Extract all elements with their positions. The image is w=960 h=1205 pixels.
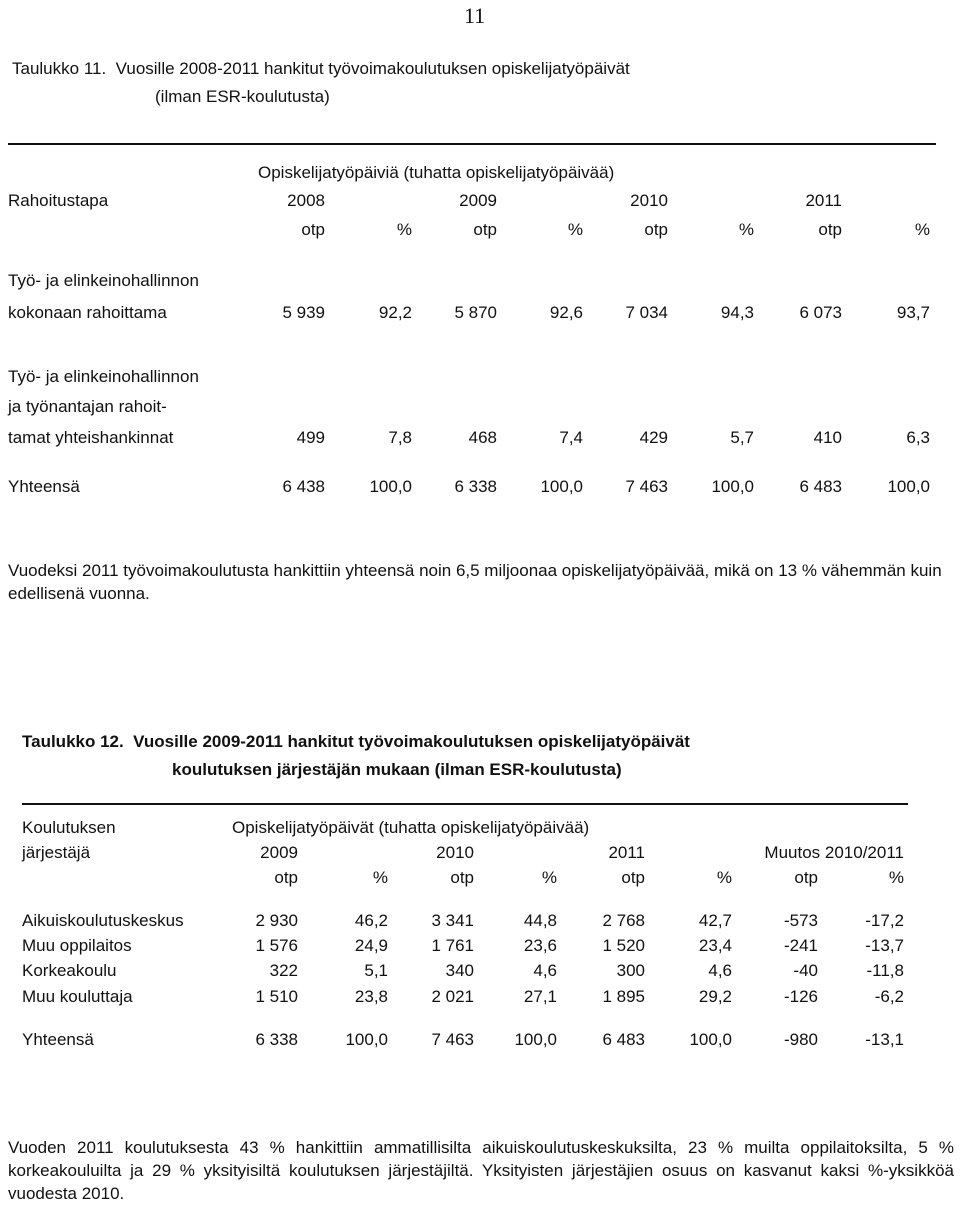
table12-cell: 1 895 <box>602 987 645 1006</box>
table11-cell: 410 <box>813 428 842 447</box>
table12-cell: 42,7 <box>698 911 732 930</box>
table12-cell: 100,0 <box>689 1030 732 1049</box>
table12-cell: 1 576 <box>255 936 298 955</box>
table11-title-line2: (ilman ESR-koulutusta) <box>155 87 330 106</box>
table12-row-label: Yhteensä <box>22 1030 94 1049</box>
table11-cell: 5 939 <box>282 303 325 322</box>
table12-cell: -573 <box>783 911 818 930</box>
table12-subheader: otp <box>794 868 818 887</box>
table12-cell: 7 463 <box>431 1030 474 1049</box>
table12-cell: 29,2 <box>698 987 732 1006</box>
table11-cell: 5 870 <box>454 303 497 322</box>
table12-subheader: % <box>372 868 388 887</box>
table11-cell: 100,0 <box>540 477 583 496</box>
table11-title <box>12 58 630 79</box>
table12-cell: 340 <box>445 961 474 980</box>
table12-cell: -241 <box>783 936 818 955</box>
table12-title-line1: Vuosille 2009-2011 hankitut työvoimakoulutuksen opiskelijatyöpäivät <box>133 732 690 751</box>
table11-cell: 468 <box>468 428 497 447</box>
table12-row-label: Aikuiskoulutuskeskus <box>22 911 184 930</box>
table11-cell: 93,7 <box>896 303 930 322</box>
table12-unit-header: Opiskelijatyöpäivät (tuhatta opiskelijatyöpäivää) <box>232 818 590 837</box>
table12-subheader: otp <box>274 868 298 887</box>
table12-cell: -17,2 <box>865 911 904 930</box>
table12-subheader: % <box>888 868 904 887</box>
table12-cell: 23,8 <box>354 987 388 1006</box>
table11-cell: 7 034 <box>625 303 668 322</box>
table12-cell: -126 <box>783 987 818 1006</box>
table12-cell: 44,8 <box>523 911 557 930</box>
table12-subheader: % <box>541 868 557 887</box>
table12-cell: 1 520 <box>602 936 645 955</box>
table12-cell: -13,7 <box>865 936 904 955</box>
table11-subheader: % <box>738 220 754 239</box>
table12-cell: 2 930 <box>255 911 298 930</box>
table11-year-2010: 2010 <box>630 191 668 210</box>
table12-cell: 23,6 <box>523 936 557 955</box>
table12-cell: -40 <box>793 961 818 980</box>
table11-cell: 100,0 <box>711 477 754 496</box>
table12-cell: 1 510 <box>255 987 298 1006</box>
table12-note: Vuoden 2011 koulutuksesta 43 % hankittiin ammatillisilta aikuiskoulutuskeskuksilta, 23 % muilta oppilaitoksilta, 5 % korkeakouluilta ja 29 % yksityisiltä koulutuksen järjestäjiltä. Yksityisten järjestäjien osuus on kasvanut kaksi %-yksikköä vuodesta 2010. <box>8 1138 954 1203</box>
table11-cell: 94,3 <box>720 303 754 322</box>
table12-cell: -13,1 <box>865 1030 904 1049</box>
table12-subheader: otp <box>450 868 474 887</box>
table11-subheader: otp <box>473 220 497 239</box>
table12-cell: 6 483 <box>602 1030 645 1049</box>
table12-cell: 6 338 <box>255 1030 298 1049</box>
table12-cell: -980 <box>783 1030 818 1049</box>
table12-top-rule <box>22 803 908 805</box>
table11-row-label: Työ- ja elinkeinohallinnon <box>8 367 199 386</box>
table11-subheader: % <box>567 220 583 239</box>
table11-cell: 6 483 <box>799 477 842 496</box>
table12-subheader: % <box>716 868 732 887</box>
table12-cell: 5,1 <box>364 961 388 980</box>
table11-cell: 6 438 <box>282 477 325 496</box>
table11-subheader: otp <box>818 220 842 239</box>
table11-row-header: Rahoitustapa <box>8 191 109 210</box>
table12-subheader: otp <box>621 868 645 887</box>
table11-row-label: kokonaan rahoittama <box>8 303 167 322</box>
table12-cell: 3 341 <box>431 911 474 930</box>
table12-cell: -6,2 <box>874 987 904 1006</box>
table11-unit-header: Opiskelijatyöpäiviä (tuhatta opiskelijatyöpäivää) <box>258 163 615 182</box>
table12-cell: -11,8 <box>866 961 904 980</box>
table11-note: Vuodeksi 2011 työvoimakoulutusta hankittiin yhteensä noin 6,5 miljoonaa opiskelijatyöpäivää, mikä on 13 % vähemmän kuin edellisenä vuonna. <box>8 561 942 603</box>
table11-subheader: otp <box>644 220 668 239</box>
table11-cell: 429 <box>639 428 668 447</box>
table11-cell: 92,6 <box>549 303 583 322</box>
table11-subheader: % <box>914 220 930 239</box>
table12-cell: 1 761 <box>431 936 474 955</box>
table12-title-line2: koulutuksen järjestäjän mukaan (ilman ESR-koulutusta) <box>172 760 622 779</box>
table12-cell: 2 021 <box>431 987 474 1006</box>
table11-cell: 100,0 <box>887 477 930 496</box>
table12-cell: 4,6 <box>708 961 732 980</box>
table11-row-label: ja työnantajan rahoit- <box>8 397 167 416</box>
table11-year-2011: 2011 <box>805 191 842 210</box>
table12-row-label: Korkeakoulu <box>22 961 117 980</box>
table11-title-line1: Vuosille 2008-2011 hankitut työvoimakoulutuksen opiskelijatyöpäivät <box>115 59 630 78</box>
table12-cell: 322 <box>269 961 298 980</box>
table11-row-label: tamat yhteishankinnat <box>8 428 174 447</box>
table12-row-label: Muu oppilaitos <box>22 936 132 955</box>
table12-cell: 27,1 <box>523 987 557 1006</box>
table11-year-2008: 2008 <box>287 191 325 210</box>
table12-cell: 100,0 <box>345 1030 388 1049</box>
table12-title <box>22 731 690 752</box>
table12-cell: 24,9 <box>354 936 388 955</box>
table12-year-2009: 2009 <box>260 843 298 862</box>
table11-subheader: otp <box>301 220 325 239</box>
table11-cell: 6 073 <box>799 303 842 322</box>
table12-cell: 300 <box>616 961 645 980</box>
table11-subheader: % <box>396 220 412 239</box>
table12-row-label: Muu kouluttaja <box>22 987 133 1006</box>
table12-cell: 2 768 <box>602 911 645 930</box>
table11-cell: 7,8 <box>388 428 412 447</box>
table12-cell: 23,4 <box>698 936 732 955</box>
table11-cell: 499 <box>296 428 325 447</box>
table11-cell: 100,0 <box>369 477 412 496</box>
table11-cell: 92,2 <box>378 303 412 322</box>
table11-title-label: Taulukko 11. <box>12 59 107 78</box>
table12-cell: 4,6 <box>533 961 557 980</box>
page-number: 11 <box>464 3 486 28</box>
table12-year-2011: 2011 <box>608 843 645 862</box>
table11-cell: 5,7 <box>730 428 754 447</box>
table12-cell: 100,0 <box>514 1030 557 1049</box>
table12-cell: 46,2 <box>354 911 388 930</box>
table11-row-label: Työ- ja elinkeinohallinnon <box>8 271 199 290</box>
table12-title-label: Taulukko 12. <box>22 732 124 751</box>
table11-top-rule <box>8 143 936 145</box>
table11-cell: 6 338 <box>454 477 497 496</box>
table11-cell: 7,4 <box>559 428 583 447</box>
table11-cell: 6,3 <box>906 428 930 447</box>
table11-row-label: Yhteensä <box>8 477 80 496</box>
table12-row-header: Koulutuksen <box>22 818 116 837</box>
table12-year-2010: 2010 <box>436 843 474 862</box>
table11-year-2009: 2009 <box>459 191 497 210</box>
table11-cell: 7 463 <box>625 477 668 496</box>
table12-row-header: järjestäjä <box>22 843 91 862</box>
table12-year-change: Muutos 2010/2011 <box>764 843 904 862</box>
